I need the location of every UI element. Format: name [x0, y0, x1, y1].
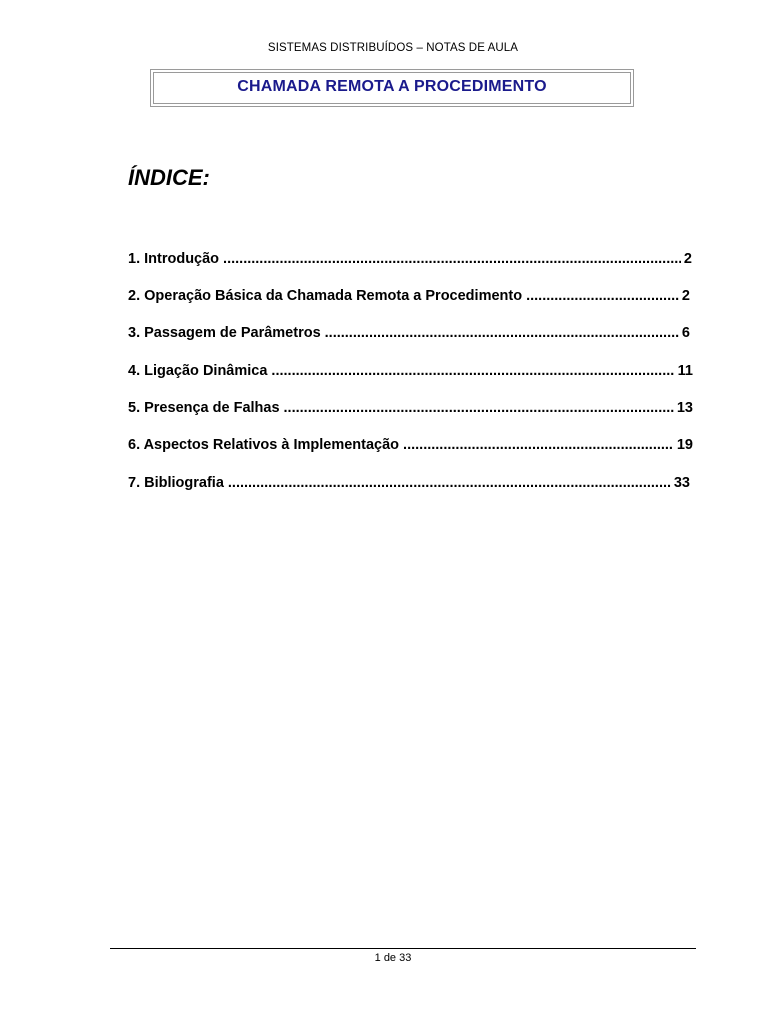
toc-entry-page: 2 [681, 288, 690, 304]
toc-entry-7 [128, 475, 690, 495]
running-header: SISTEMAS DISTRIBUÍDOS – NOTAS DE AULA [267, 42, 519, 54]
toc-entry-label: 3. Passagem de Parâmetros [128, 325, 321, 341]
toc-leader-dots [228, 475, 671, 491]
toc-leader-dots [271, 363, 674, 379]
toc-leader-dots [223, 251, 681, 267]
toc-entry-label: 2. Operação Básica da Chamada Remota a Procedimento [128, 288, 523, 304]
toc-entry-label: 1. Introdução [128, 251, 220, 267]
toc-leader-dots [526, 288, 679, 304]
toc-leader-dots [325, 325, 679, 341]
toc-entry-1 [128, 251, 692, 271]
toc-entry-label: 7. Bibliografia [128, 475, 224, 491]
toc-entry-page: 19 [676, 437, 693, 453]
toc-entry-4 [128, 363, 693, 383]
index-heading: ÍNDICE: [128, 165, 210, 190]
title-box [150, 69, 634, 107]
toc-entry-2 [128, 288, 690, 308]
toc-entry-3 [128, 325, 690, 345]
toc-entry-page: 11 [677, 363, 693, 379]
toc-leader-dots [284, 400, 674, 416]
document-title: CHAMADA REMOTA A PROCEDIMENTO [237, 78, 547, 95]
toc-entry-page: 13 [676, 400, 693, 416]
toc-entry-6 [128, 437, 693, 457]
toc-entry-label: 4. Ligação Dinâmica [128, 363, 268, 379]
toc-entry-5 [128, 400, 693, 420]
toc-entry-page: 2 [683, 251, 692, 267]
page-number: 1 de 33 [374, 952, 412, 964]
toc-entry-page: 6 [681, 325, 690, 341]
toc-entry-page: 33 [673, 475, 690, 491]
toc-leader-dots [403, 437, 674, 453]
footer-divider [110, 948, 696, 949]
toc-entry-label: 6. Aspectos Relativos à Implementação [128, 437, 400, 453]
toc-entry-label: 5. Presença de Falhas [128, 400, 280, 416]
